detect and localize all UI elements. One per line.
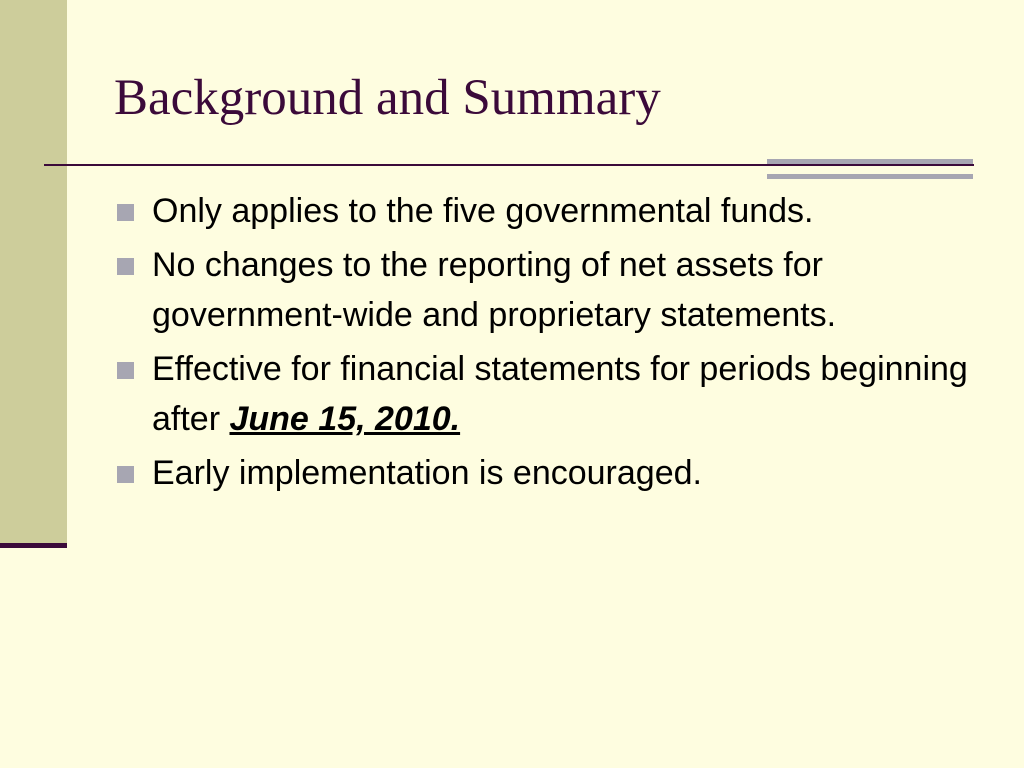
square-bullet-icon [117,466,134,483]
bullet-item [114,448,994,498]
bullet-text: No changes to the reporting of net assets for government-wide and proprietary statements. [152,246,837,334]
bullet-item [114,344,994,444]
bullet-text: Effective for financial statements for periods beginning after [152,350,968,438]
title-divider [44,164,974,166]
accent-bar-top [767,159,973,164]
slide-title: Background and Summary [114,70,661,126]
effective-date: June 15, 2010. [229,400,461,438]
bullet-item [114,186,994,236]
sidebar-cap-decoration [0,543,67,548]
square-bullet-icon [117,204,134,221]
accent-bar-bottom [767,174,973,179]
square-bullet-icon [117,258,134,275]
bullet-item [114,240,994,340]
square-bullet-icon [117,362,134,379]
sidebar-decoration [0,0,67,543]
bullet-text: Early implementation is encouraged. [152,454,702,492]
bullet-list [114,186,994,502]
bullet-text: Only applies to the five governmental funds. [152,192,814,230]
